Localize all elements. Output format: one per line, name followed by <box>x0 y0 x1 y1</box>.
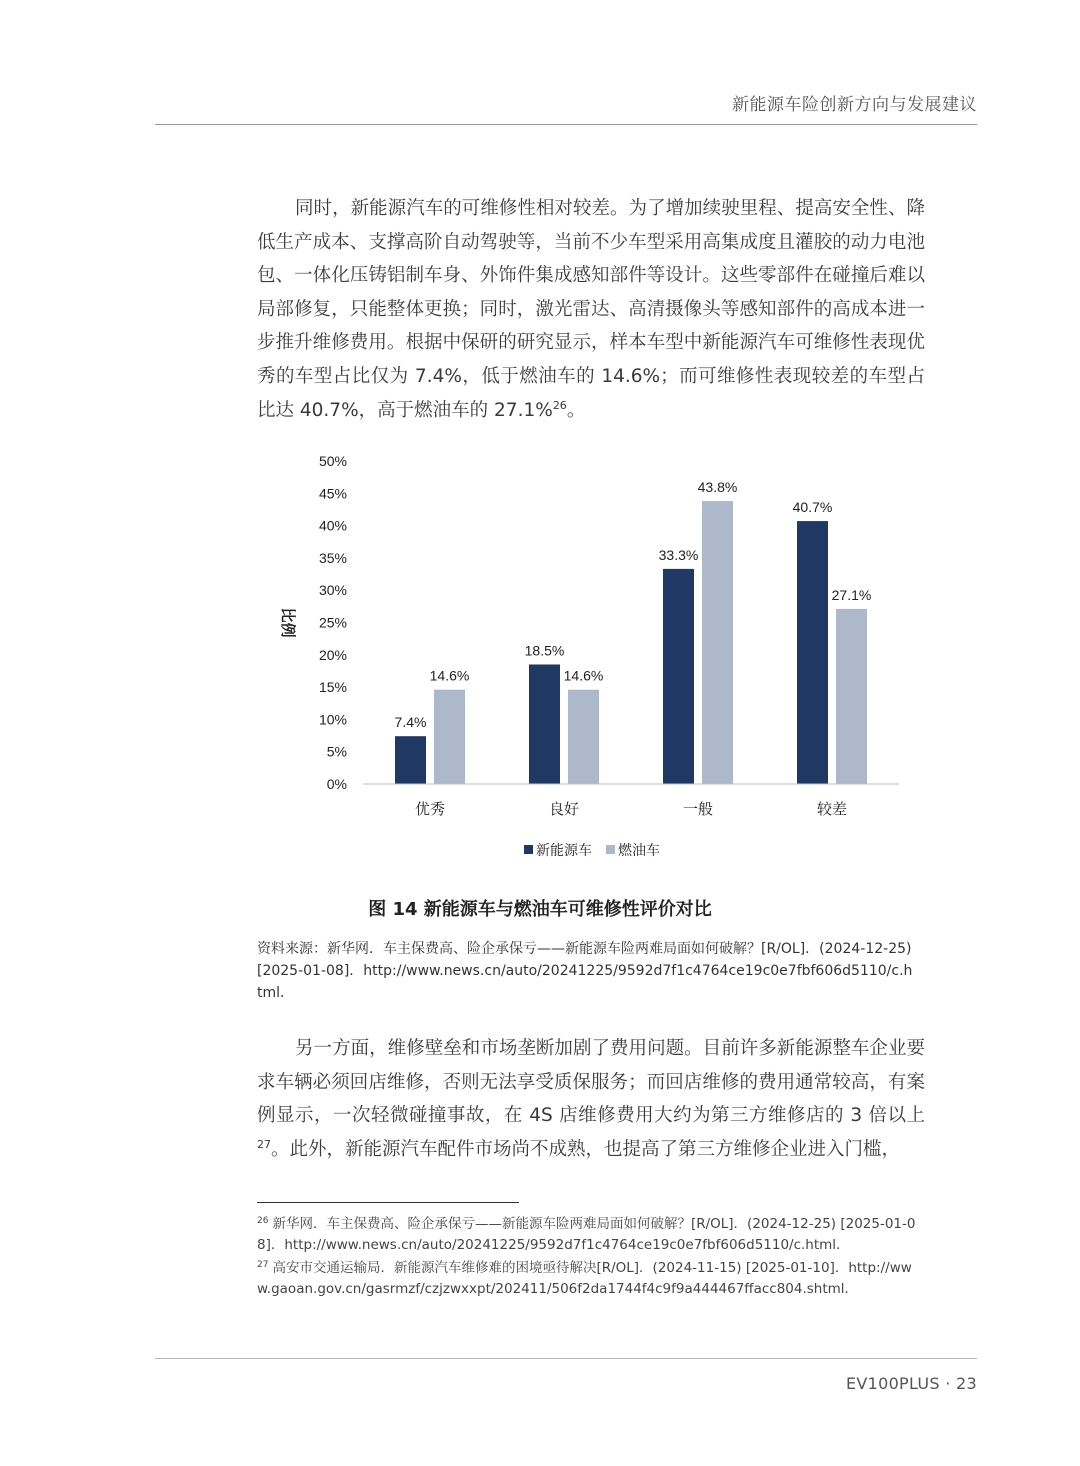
running-header: 新能源车险创新方向与发展建议 <box>732 95 977 115</box>
footnote-26 <box>257 1214 925 1256</box>
footer-rule <box>155 1358 977 1359</box>
y-tick-label: 15% <box>318 679 347 696</box>
figure-caption: 图 14 新能源车与燃油车可维修性评价对比 <box>368 899 712 920</box>
bar-nev-1 <box>529 664 560 784</box>
y-tick-label: 20% <box>318 646 347 663</box>
y-tick-label: 35% <box>318 549 347 566</box>
y-axis-label: 比例 <box>279 607 296 638</box>
footnote-number: 27 <box>257 1259 269 1270</box>
y-tick-label: 10% <box>318 711 347 728</box>
legend-swatch <box>524 845 533 854</box>
legend-label: 燃油车 <box>618 842 660 858</box>
bar-ice-1 <box>568 690 599 784</box>
data-label: 40.7% <box>792 499 833 516</box>
paragraph-tail: 。 <box>566 399 586 421</box>
bar-ice-2 <box>702 501 733 784</box>
y-tick-label: 50% <box>318 453 347 469</box>
body-paragraph-2 <box>257 1032 925 1166</box>
x-tick-label: 良好 <box>548 801 580 818</box>
x-tick-label: 优秀 <box>414 801 446 818</box>
paragraph-tail: 。此外，新能源汽车配件市场尚不成熟，也提高了第三方维修企业进入门槛， <box>271 1138 901 1160</box>
bar-ice-3 <box>836 609 867 784</box>
paragraph-text: 另一方面，维修壁垒和市场垄断加剧了费用问题。目前许多新能源整车企业要求车辆必须回店维修，否则无法享受质保服务；而回店维修的费用通常较高，有案例显示，一次轻微碰撞事故，在 4S 店维修费用大约为第三方维修店的 3 倍以上 <box>257 1038 925 1127</box>
data-label: 18.5% <box>524 642 565 659</box>
footnote-ref[interactable]: 27 <box>257 1137 271 1151</box>
body-paragraph-1 <box>257 192 925 427</box>
bar-chart <box>255 445 915 875</box>
footnote-ref[interactable]: 26 <box>552 398 567 412</box>
y-axis <box>279 453 347 792</box>
figure-source: 资料来源：新华网．车主保费高、险企承保亏——新能源车险两难局面如何破解？[R/OL]．(2024-12-25) [2025-01-08]．http://www.news.cn/auto/20241225/9592d7f1c4764ce19c0e7fbf606d5110/c.html． <box>257 941 913 1001</box>
x-tick-label: 较差 <box>816 801 848 818</box>
header-rule <box>155 124 977 125</box>
data-label: 33.3% <box>658 546 699 563</box>
y-tick-label: 40% <box>318 517 347 534</box>
bar-nev-3 <box>797 521 828 784</box>
footnote-number: 26 <box>257 1215 269 1226</box>
footnote-27 <box>257 1258 925 1300</box>
y-tick-label: 25% <box>318 614 347 631</box>
footnote-text: 新华网．车主保费高、险企承保亏——新能源车险两难局面如何破解？[R/OL]．(2024-12-25) [2025-01-08]．http://www.news.cn/auto/20241225/9592d7f1c4764ce19c0e7fbf606d5110/c.html． <box>257 1216 916 1253</box>
data-label: 43.8% <box>697 479 738 496</box>
x-axis <box>363 784 899 818</box>
x-tick-label: 一般 <box>682 801 714 818</box>
bar-nev-2 <box>663 569 694 784</box>
legend <box>524 842 660 858</box>
footnote-text: 高安市交通运输局．新能源汽车维修难的困境亟待解决[R/OL]．(2024-11-15) [2025-01-10]．http://www.gaoan.gov.cn/gasrmzf/czjzwxxpt/202411/506f2da1744f4c9f9a444467ffacc804.shtml． <box>257 1260 912 1297</box>
page-footer: EV100PLUS · 23 <box>845 1374 977 1393</box>
bars <box>395 479 872 784</box>
data-label: 14.6% <box>563 667 604 684</box>
data-label: 7.4% <box>394 714 427 731</box>
legend-swatch <box>606 845 615 854</box>
y-tick-label: 0% <box>326 776 347 792</box>
y-tick-label: 5% <box>326 743 347 760</box>
y-tick-label: 30% <box>318 582 347 599</box>
footnote-rule <box>257 1202 519 1203</box>
bar-nev-0 <box>395 736 426 784</box>
data-label: 27.1% <box>831 586 872 603</box>
y-tick-label: 45% <box>318 485 347 502</box>
bar-ice-0 <box>434 690 465 784</box>
data-label: 14.6% <box>429 667 470 684</box>
legend-label: 新能源车 <box>536 842 592 858</box>
paragraph-text: 同时，新能源汽车的可维修性相对较差。为了增加续驶里程、提高安全性、降低生产成本、支撑高阶自动驾驶等，当前不少车型采用高集成度且灌胶的动力电池包、一体化压铸铝制车身、外饰件集成感知部件等设计。这些零部件在碰撞后难以局部修复，只能整体更换；同时，激光雷达、高清摄像头等感知部件的高成本进一步推升维修费用。根据中保研的研究显示，样本车型中新能源汽车可维修性表现优秀的车型占比仅为 7.4%，低于燃油车的 14.6%；而可维修性表现较差的车型占比达 40.7%，高于燃油车的 27.1% <box>257 198 925 421</box>
